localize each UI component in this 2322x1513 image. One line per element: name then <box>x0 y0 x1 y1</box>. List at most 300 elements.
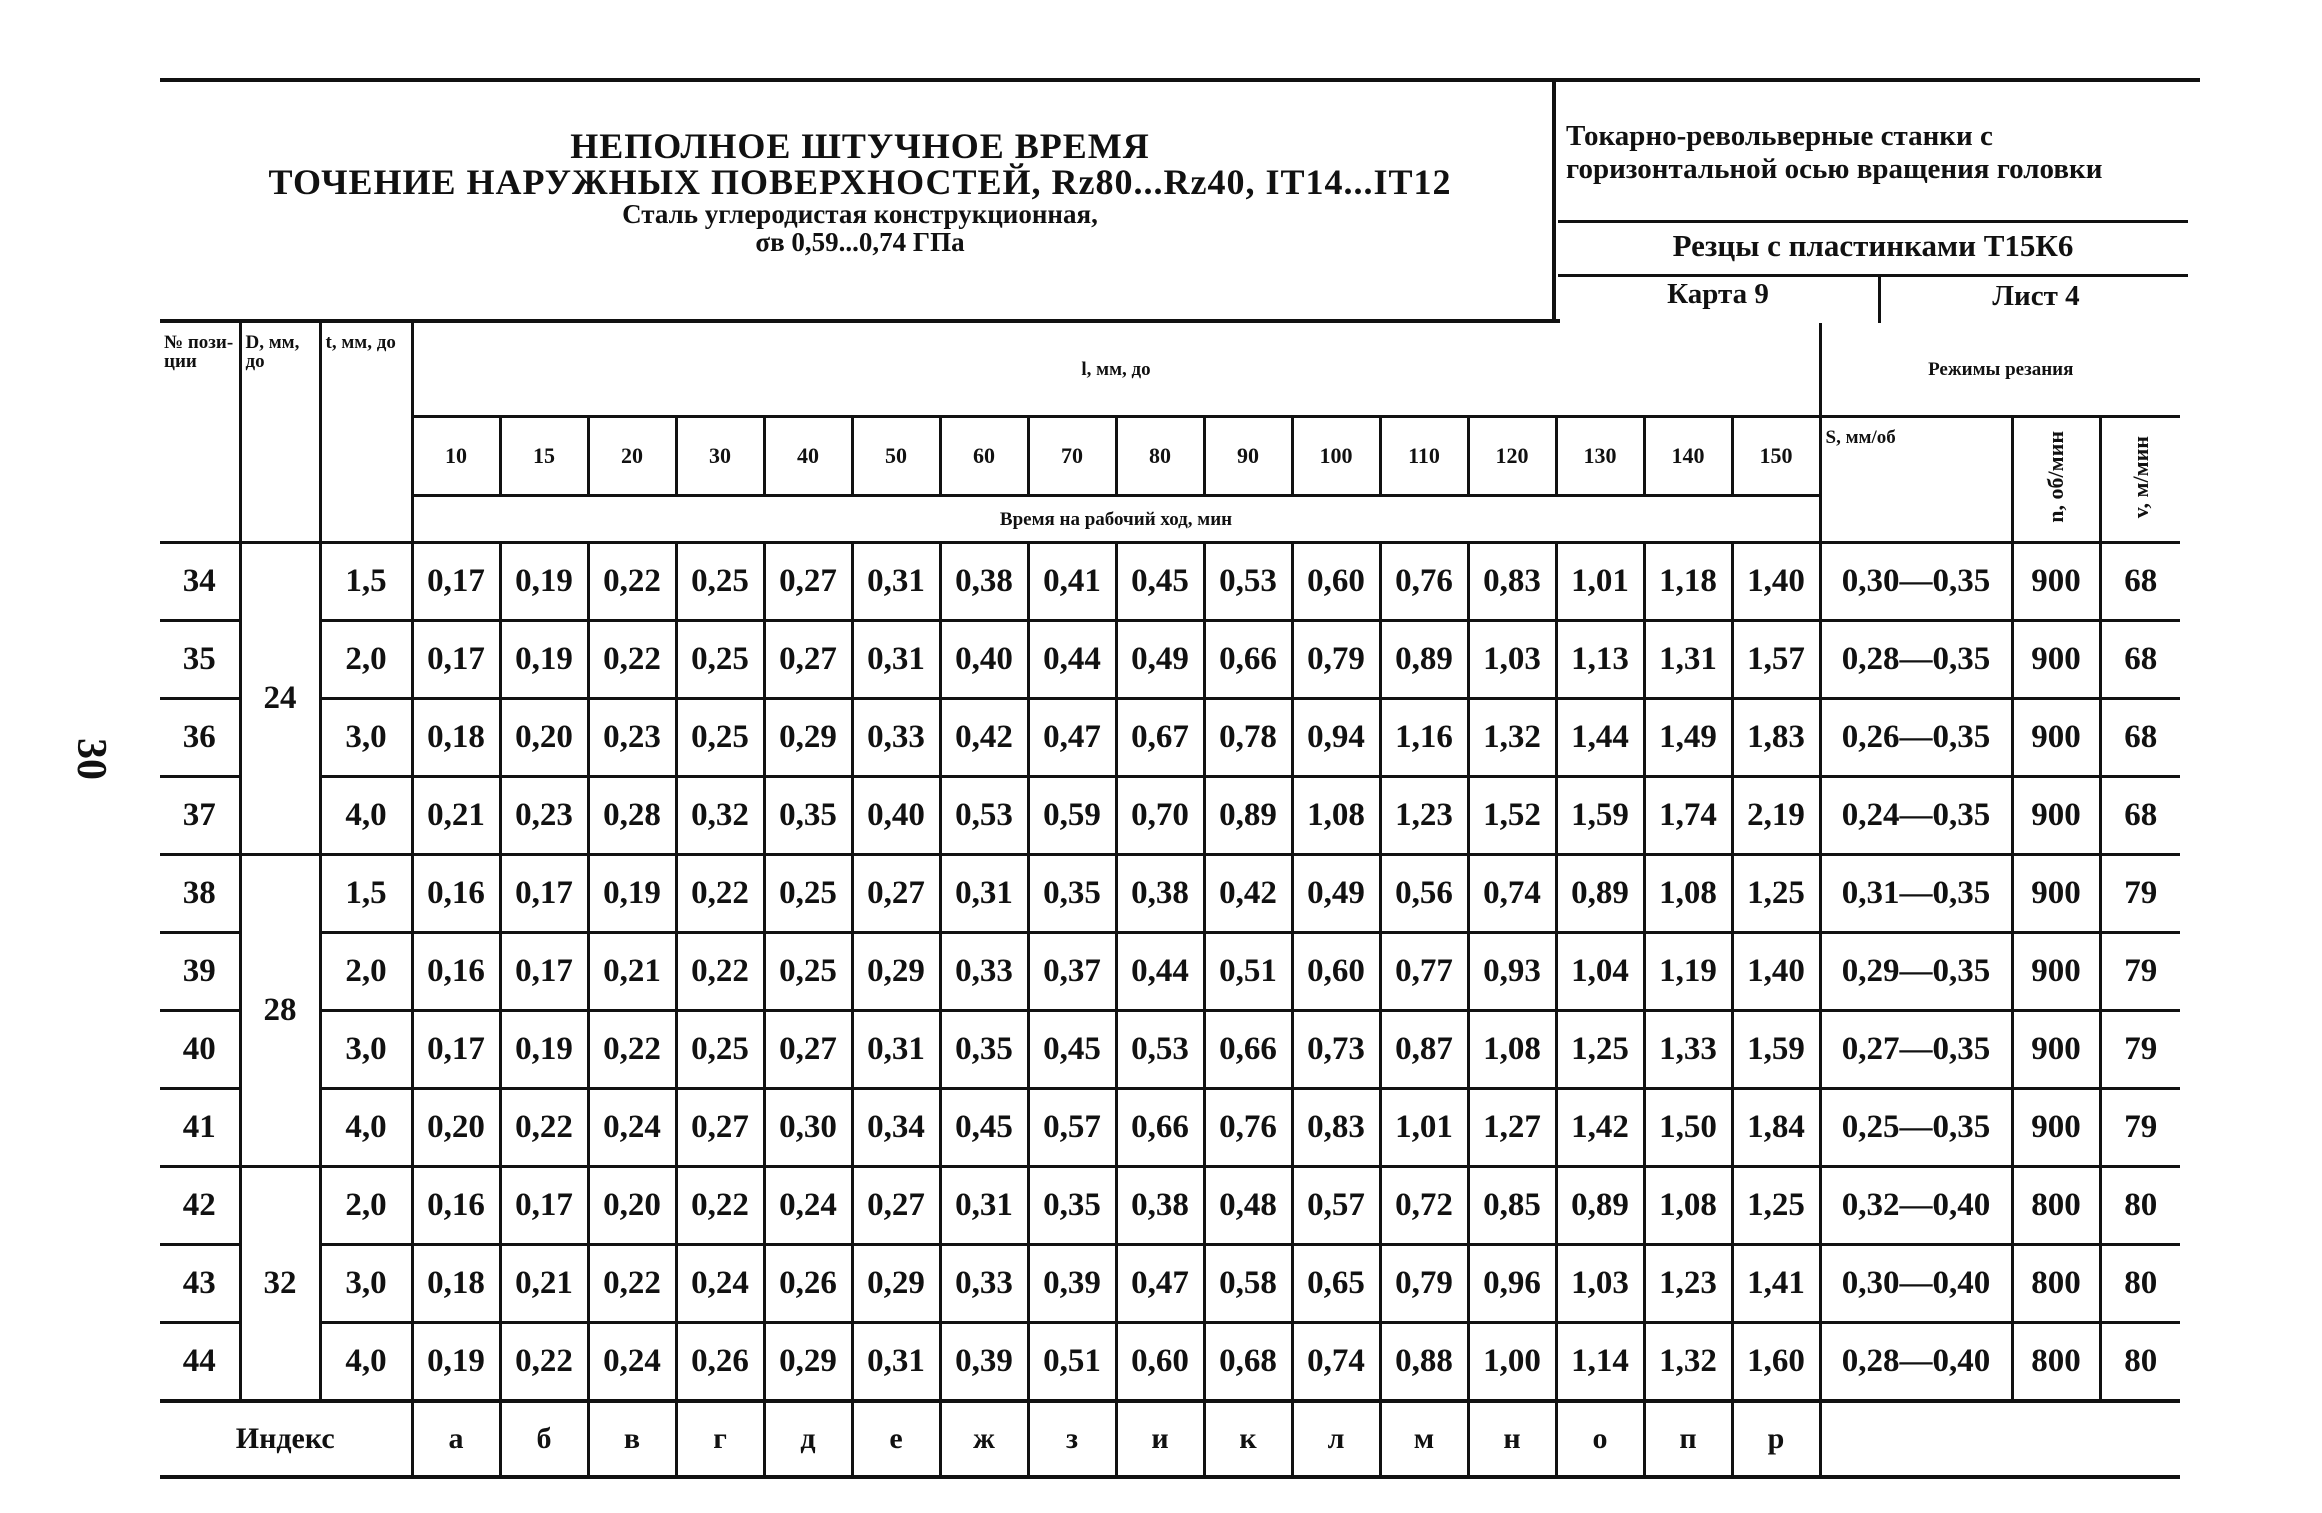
time-cell: 0,60 <box>1292 933 1380 1011</box>
position-cell: 41 <box>160 1089 240 1167</box>
length-header: 130 <box>1556 417 1644 496</box>
index-empty <box>1820 1401 2180 1477</box>
time-cell: 0,31 <box>852 621 940 699</box>
card-header <box>160 78 2200 323</box>
time-cell: 0,60 <box>1116 1323 1204 1402</box>
time-cell: 1,08 <box>1292 777 1380 855</box>
time-cell: 1,40 <box>1732 543 1820 621</box>
time-cell: 0,38 <box>1116 1167 1204 1245</box>
time-cell: 0,20 <box>412 1089 500 1167</box>
table-row <box>160 1245 2180 1323</box>
header-rpm-label: n, об/мин <box>2043 431 2068 523</box>
length-header: 140 <box>1644 417 1732 496</box>
position-cell: 35 <box>160 621 240 699</box>
index-letter: ж <box>940 1401 1028 1477</box>
time-cell: 0,23 <box>500 777 588 855</box>
time-cell: 0,87 <box>1380 1011 1468 1089</box>
time-cell: 0,19 <box>500 543 588 621</box>
time-cell: 0,27 <box>764 621 852 699</box>
time-cell: 0,24 <box>588 1089 676 1167</box>
machine-line-2: горизонтальной осью вращения головки <box>1566 153 2103 185</box>
speed-cell: 79 <box>2100 1089 2180 1167</box>
speed-cell: 68 <box>2100 543 2180 621</box>
length-header: 110 <box>1380 417 1468 496</box>
time-cell: 0,47 <box>1028 699 1116 777</box>
index-letter: о <box>1556 1401 1644 1477</box>
time-cell: 0,57 <box>1028 1089 1116 1167</box>
time-cell: 0,27 <box>852 1167 940 1245</box>
time-cell: 0,18 <box>412 1245 500 1323</box>
rpm-cell: 900 <box>2012 933 2100 1011</box>
time-cell: 1,16 <box>1380 699 1468 777</box>
time-cell: 0,17 <box>500 1167 588 1245</box>
time-cell: 0,35 <box>1028 1167 1116 1245</box>
header-depth: t, мм, до <box>320 323 412 543</box>
time-cell: 0,16 <box>412 1167 500 1245</box>
time-cell: 0,51 <box>1204 933 1292 1011</box>
time-cell: 0,28 <box>588 777 676 855</box>
index-letter: з <box>1028 1401 1116 1477</box>
position-cell: 39 <box>160 933 240 1011</box>
time-cell: 0,27 <box>764 543 852 621</box>
time-cell: 0,59 <box>1028 777 1116 855</box>
time-cell: 1,59 <box>1732 1011 1820 1089</box>
time-cell: 1,18 <box>1644 543 1732 621</box>
header-feed: S, мм/об <box>1820 417 2012 543</box>
title-block <box>160 128 1560 256</box>
time-cell: 0,25 <box>676 699 764 777</box>
position-cell: 36 <box>160 699 240 777</box>
time-cell: 0,68 <box>1204 1323 1292 1402</box>
table-row <box>160 933 2180 1011</box>
speed-cell: 79 <box>2100 1011 2180 1089</box>
rpm-cell: 900 <box>2012 543 2100 621</box>
table-row <box>160 543 2180 621</box>
time-cell: 0,44 <box>1116 933 1204 1011</box>
time-cell: 0,42 <box>940 699 1028 777</box>
table-row <box>160 1323 2180 1402</box>
time-cell: 0,17 <box>412 1011 500 1089</box>
time-cell: 0,25 <box>764 933 852 1011</box>
time-cell: 1,84 <box>1732 1089 1820 1167</box>
time-cell: 0,42 <box>1204 855 1292 933</box>
time-cell: 0,25 <box>676 1011 764 1089</box>
time-cell: 0,22 <box>676 855 764 933</box>
time-cell: 0,33 <box>940 1245 1028 1323</box>
time-cell: 0,29 <box>852 933 940 1011</box>
time-cell: 0,38 <box>940 543 1028 621</box>
time-cell: 1,00 <box>1468 1323 1556 1402</box>
time-cell: 0,76 <box>1204 1089 1292 1167</box>
length-header: 10 <box>412 417 500 496</box>
time-cell: 0,58 <box>1204 1245 1292 1323</box>
time-cell: 1,13 <box>1556 621 1644 699</box>
time-cell: 0,16 <box>412 855 500 933</box>
time-cell: 0,45 <box>940 1089 1028 1167</box>
diameter-cell: 28 <box>240 855 320 1167</box>
index-row <box>160 1401 2180 1477</box>
time-cell: 0,89 <box>1204 777 1292 855</box>
time-cell: 0,27 <box>676 1089 764 1167</box>
feed-cell: 0,27—0,35 <box>1820 1011 2012 1089</box>
length-header: 80 <box>1116 417 1204 496</box>
time-cell: 0,56 <box>1380 855 1468 933</box>
time-cell: 1,32 <box>1468 699 1556 777</box>
time-cell: 0,40 <box>852 777 940 855</box>
rpm-cell: 800 <box>2012 1245 2100 1323</box>
time-cell: 0,26 <box>676 1323 764 1402</box>
depth-cell: 1,5 <box>320 855 412 933</box>
header-length: l, мм, до <box>412 323 1820 417</box>
table-row <box>160 699 2180 777</box>
feed-cell: 0,30—0,40 <box>1820 1245 2012 1323</box>
rule <box>1558 274 2188 277</box>
time-cell: 0,49 <box>1116 621 1204 699</box>
time-cell: 1,08 <box>1468 1011 1556 1089</box>
length-header: 150 <box>1732 417 1820 496</box>
time-cell: 1,14 <box>1556 1323 1644 1402</box>
time-cell: 0,31 <box>940 1167 1028 1245</box>
time-cell: 0,85 <box>1468 1167 1556 1245</box>
length-header: 30 <box>676 417 764 496</box>
rpm-cell: 800 <box>2012 1323 2100 1402</box>
time-cell: 0,20 <box>588 1167 676 1245</box>
index-letter: г <box>676 1401 764 1477</box>
time-cell: 1,25 <box>1556 1011 1644 1089</box>
feed-cell: 0,25—0,35 <box>1820 1089 2012 1167</box>
header-position: № пози-ции <box>164 332 234 372</box>
time-cell: 0,24 <box>676 1245 764 1323</box>
depth-cell: 2,0 <box>320 621 412 699</box>
time-cell: 0,31 <box>852 1011 940 1089</box>
time-cell: 0,21 <box>500 1245 588 1323</box>
rpm-cell: 900 <box>2012 855 2100 933</box>
speed-cell: 68 <box>2100 777 2180 855</box>
index-letter: д <box>764 1401 852 1477</box>
feed-cell: 0,24—0,35 <box>1820 777 2012 855</box>
speed-cell: 80 <box>2100 1323 2180 1402</box>
time-cell: 1,57 <box>1732 621 1820 699</box>
time-cell: 1,74 <box>1644 777 1732 855</box>
time-cell: 0,40 <box>940 621 1028 699</box>
time-cell: 1,52 <box>1468 777 1556 855</box>
time-cell: 0,48 <box>1204 1167 1292 1245</box>
position-cell: 34 <box>160 543 240 621</box>
feed-cell: 0,28—0,40 <box>1820 1323 2012 1402</box>
depth-cell: 2,0 <box>320 933 412 1011</box>
time-cell: 0,30 <box>764 1089 852 1167</box>
header-time: Время на рабочий ход, мин <box>412 496 1820 543</box>
length-header: 120 <box>1468 417 1556 496</box>
position-cell: 38 <box>160 855 240 933</box>
time-cell: 1,25 <box>1732 855 1820 933</box>
length-header: 70 <box>1028 417 1116 496</box>
time-cell: 0,27 <box>764 1011 852 1089</box>
rpm-cell: 900 <box>2012 777 2100 855</box>
index-letter: п <box>1644 1401 1732 1477</box>
time-cell: 1,08 <box>1644 855 1732 933</box>
time-cell: 0,22 <box>588 1011 676 1089</box>
time-cell: 0,19 <box>588 855 676 933</box>
index-letter: е <box>852 1401 940 1477</box>
rpm-cell: 900 <box>2012 699 2100 777</box>
index-letter: б <box>500 1401 588 1477</box>
length-header: 15 <box>500 417 588 496</box>
time-cell: 0,17 <box>500 855 588 933</box>
length-header: 40 <box>764 417 852 496</box>
rule <box>1558 220 2188 223</box>
time-cell: 1,49 <box>1644 699 1732 777</box>
depth-cell: 3,0 <box>320 699 412 777</box>
time-cell: 0,35 <box>764 777 852 855</box>
time-cell: 0,94 <box>1292 699 1380 777</box>
table-row <box>160 777 2180 855</box>
header-speed-label: v, м/мин <box>2127 435 2153 519</box>
diameter-cell: 24 <box>240 543 320 855</box>
table-row <box>160 855 2180 933</box>
time-cell: 0,22 <box>588 1245 676 1323</box>
rpm-cell: 900 <box>2012 621 2100 699</box>
time-cell: 1,40 <box>1732 933 1820 1011</box>
length-header: 60 <box>940 417 1028 496</box>
time-cell: 0,24 <box>588 1323 676 1402</box>
position-cell: 42 <box>160 1167 240 1245</box>
length-header: 100 <box>1292 417 1380 496</box>
feed-cell: 0,26—0,35 <box>1820 699 2012 777</box>
time-cell: 0,89 <box>1556 1167 1644 1245</box>
time-cell: 0,93 <box>1468 933 1556 1011</box>
time-cell: 1,59 <box>1556 777 1644 855</box>
speed-cell: 80 <box>2100 1245 2180 1323</box>
time-cell: 1,60 <box>1732 1323 1820 1402</box>
time-cell: 0,24 <box>764 1167 852 1245</box>
time-cell: 1,03 <box>1468 621 1556 699</box>
time-cell: 0,33 <box>940 933 1028 1011</box>
time-cell: 0,74 <box>1468 855 1556 933</box>
depth-cell: 4,0 <box>320 1323 412 1402</box>
time-cell: 0,37 <box>1028 933 1116 1011</box>
table-row <box>160 1011 2180 1089</box>
time-cell: 0,45 <box>1116 543 1204 621</box>
table-row <box>160 621 2180 699</box>
depth-cell: 3,0 <box>320 1011 412 1089</box>
time-cell: 1,23 <box>1644 1245 1732 1323</box>
rpm-cell: 900 <box>2012 1089 2100 1167</box>
index-letter: и <box>1116 1401 1204 1477</box>
time-cell: 1,01 <box>1380 1089 1468 1167</box>
time-cell: 0,53 <box>1204 543 1292 621</box>
card-number: Карта 9 <box>1667 278 1769 310</box>
rpm-cell: 900 <box>2012 1011 2100 1089</box>
time-cell: 0,66 <box>1204 1011 1292 1089</box>
time-cell: 1,19 <box>1644 933 1732 1011</box>
time-cell: 0,83 <box>1468 543 1556 621</box>
time-cell: 1,31 <box>1644 621 1732 699</box>
header-rpm <box>2012 417 2100 543</box>
depth-cell: 1,5 <box>320 543 412 621</box>
time-cell: 0,23 <box>588 699 676 777</box>
speed-cell: 79 <box>2100 855 2180 933</box>
time-cell: 0,53 <box>940 777 1028 855</box>
time-cell: 0,17 <box>412 543 500 621</box>
time-cell: 0,38 <box>1116 855 1204 933</box>
time-cell: 0,22 <box>588 543 676 621</box>
depth-cell: 2,0 <box>320 1167 412 1245</box>
time-cell: 0,16 <box>412 933 500 1011</box>
speed-cell: 79 <box>2100 933 2180 1011</box>
time-table <box>160 323 2180 1479</box>
feed-cell: 0,30—0,35 <box>1820 543 2012 621</box>
tool-type: Резцы с пластинками Т15К6 <box>1672 228 2074 263</box>
time-cell: 0,74 <box>1292 1323 1380 1402</box>
speed-cell: 80 <box>2100 1167 2180 1245</box>
time-cell: 1,42 <box>1556 1089 1644 1167</box>
time-cell: 0,88 <box>1380 1323 1468 1402</box>
time-cell: 0,76 <box>1380 543 1468 621</box>
depth-cell: 4,0 <box>320 1089 412 1167</box>
time-cell: 0,21 <box>588 933 676 1011</box>
time-cell: 0,22 <box>500 1089 588 1167</box>
title-line-1: НЕПОЛНОЕ ШТУЧНОЕ ВРЕМЯ <box>570 126 1150 166</box>
time-cell: 0,77 <box>1380 933 1468 1011</box>
time-cell: 0,25 <box>676 621 764 699</box>
time-cell: 0,51 <box>1028 1323 1116 1402</box>
length-header: 20 <box>588 417 676 496</box>
time-cell: 1,50 <box>1644 1089 1732 1167</box>
time-cell: 0,47 <box>1116 1245 1204 1323</box>
time-cell: 1,01 <box>1556 543 1644 621</box>
time-cell: 0,44 <box>1028 621 1116 699</box>
time-cell: 0,66 <box>1204 621 1292 699</box>
time-cell: 0,72 <box>1380 1167 1468 1245</box>
time-cell: 0,31 <box>852 1323 940 1402</box>
time-cell: 0,41 <box>1028 543 1116 621</box>
time-cell: 0,18 <box>412 699 500 777</box>
time-cell: 1,03 <box>1556 1245 1644 1323</box>
time-cell: 1,27 <box>1468 1089 1556 1167</box>
time-cell: 0,57 <box>1292 1167 1380 1245</box>
time-cell: 0,96 <box>1468 1245 1556 1323</box>
time-cell: 0,22 <box>588 621 676 699</box>
time-cell: 1,23 <box>1380 777 1468 855</box>
position-cell: 37 <box>160 777 240 855</box>
time-cell: 0,49 <box>1292 855 1380 933</box>
time-cell: 0,21 <box>412 777 500 855</box>
time-cell: 0,25 <box>676 543 764 621</box>
time-cell: 0,45 <box>1028 1011 1116 1089</box>
position-cell: 44 <box>160 1323 240 1402</box>
time-cell: 0,34 <box>852 1089 940 1167</box>
table-row <box>160 1167 2180 1245</box>
index-letter: н <box>1468 1401 1556 1477</box>
time-cell: 0,73 <box>1292 1011 1380 1089</box>
depth-cell: 4,0 <box>320 777 412 855</box>
diameter-cell: 32 <box>240 1167 320 1402</box>
time-cell: 0,19 <box>500 621 588 699</box>
rpm-cell: 800 <box>2012 1167 2100 1245</box>
depth-cell: 3,0 <box>320 1245 412 1323</box>
time-cell: 0,35 <box>1028 855 1116 933</box>
time-cell: 0,20 <box>500 699 588 777</box>
time-cell: 0,29 <box>764 1323 852 1402</box>
time-cell: 0,31 <box>940 855 1028 933</box>
time-cell: 0,22 <box>676 933 764 1011</box>
time-cell: 0,89 <box>1380 621 1468 699</box>
position-cell: 40 <box>160 1011 240 1089</box>
time-cell: 0,22 <box>500 1323 588 1402</box>
index-letter: р <box>1732 1401 1820 1477</box>
time-cell: 0,78 <box>1204 699 1292 777</box>
feed-cell: 0,32—0,40 <box>1820 1167 2012 1245</box>
time-cell: 0,39 <box>1028 1245 1116 1323</box>
page-number: 30 <box>68 738 114 780</box>
time-cell: 0,83 <box>1292 1089 1380 1167</box>
time-cell: 0,89 <box>1556 855 1644 933</box>
length-header: 50 <box>852 417 940 496</box>
index-label: Индекс <box>160 1401 412 1477</box>
time-cell: 0,67 <box>1116 699 1204 777</box>
time-cell: 0,29 <box>852 1245 940 1323</box>
time-cell: 0,25 <box>764 855 852 933</box>
time-cell: 0,35 <box>940 1011 1028 1089</box>
header-diameter: D, мм, до <box>240 323 320 543</box>
time-cell: 0,19 <box>500 1011 588 1089</box>
time-cell: 1,41 <box>1732 1245 1820 1323</box>
time-cell: 0,22 <box>676 1167 764 1245</box>
time-cell: 0,39 <box>940 1323 1028 1402</box>
index-letter: м <box>1380 1401 1468 1477</box>
time-cell: 0,79 <box>1292 621 1380 699</box>
time-cell: 0,32 <box>676 777 764 855</box>
time-cell: 1,83 <box>1732 699 1820 777</box>
time-cell: 0,19 <box>412 1323 500 1402</box>
time-cell: 0,29 <box>764 699 852 777</box>
time-cell: 0,17 <box>412 621 500 699</box>
time-cell: 0,60 <box>1292 543 1380 621</box>
index-letter: а <box>412 1401 500 1477</box>
table-row <box>160 1089 2180 1167</box>
time-cell: 1,04 <box>1556 933 1644 1011</box>
time-cell: 2,19 <box>1732 777 1820 855</box>
index-letter: к <box>1204 1401 1292 1477</box>
header-speed <box>2100 417 2180 543</box>
title-line-2: ТОЧЕНИЕ НАРУЖНЫХ ПОВЕРХНОСТЕЙ, Rz80...Rz40, IT14...IT12 <box>268 162 1452 202</box>
time-cell: 0,65 <box>1292 1245 1380 1323</box>
time-cell: 0,53 <box>1116 1011 1204 1089</box>
header-cutting-modes: Режимы резания <box>1820 323 2180 417</box>
material-line-2: σв 0,59...0,74 ГПа <box>755 227 965 257</box>
time-cell: 0,17 <box>500 933 588 1011</box>
time-cell: 0,70 <box>1116 777 1204 855</box>
machine-line-1: Токарно-револьверные станки с <box>1566 120 1993 152</box>
feed-cell: 0,31—0,35 <box>1820 855 2012 933</box>
time-cell: 0,79 <box>1380 1245 1468 1323</box>
length-header: 90 <box>1204 417 1292 496</box>
feed-cell: 0,29—0,35 <box>1820 933 2012 1011</box>
time-cell: 1,08 <box>1644 1167 1732 1245</box>
time-cell: 1,32 <box>1644 1323 1732 1402</box>
position-cell: 43 <box>160 1245 240 1323</box>
time-cell: 0,27 <box>852 855 940 933</box>
time-cell: 1,44 <box>1556 699 1644 777</box>
time-cell: 0,31 <box>852 543 940 621</box>
material-line-1: Сталь углеродистая конструкционная, <box>622 199 1098 229</box>
feed-cell: 0,28—0,35 <box>1820 621 2012 699</box>
time-cell: 1,33 <box>1644 1011 1732 1089</box>
sheet-number: Лист 4 <box>1992 280 2080 312</box>
index-letter: л <box>1292 1401 1380 1477</box>
time-cell: 1,25 <box>1732 1167 1820 1245</box>
